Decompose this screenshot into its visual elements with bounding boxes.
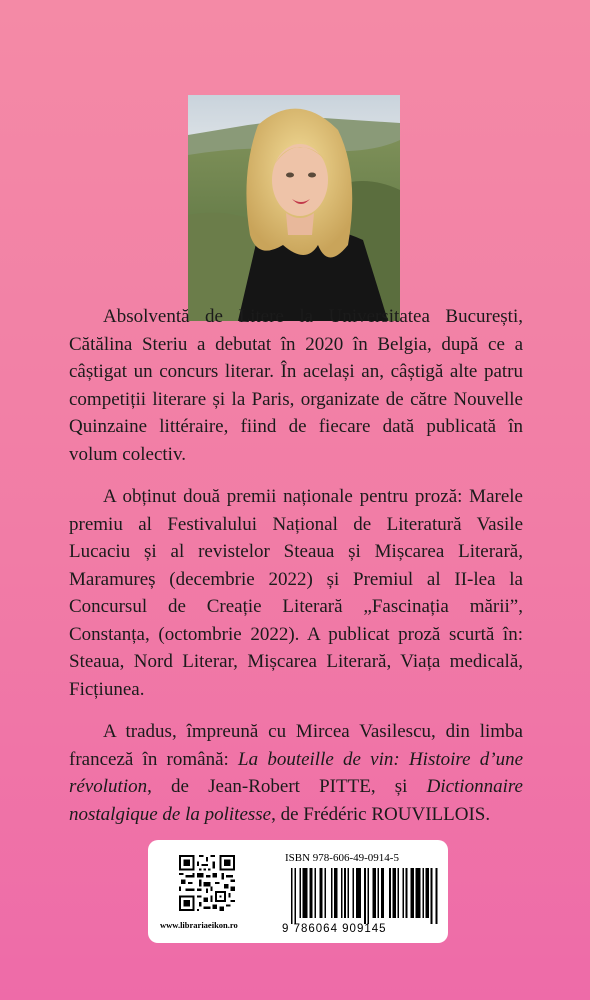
barcode-bar [389, 868, 391, 918]
barcode-bar [397, 868, 399, 918]
bio-paragraph-1: Absolventă de Litere la Universitatea București, Cătălina Steriu a debutat în 2020 în Belgia, după ce a câștigat un concurs literar. În același an, câștigă alte patru competiții literare și la Paris, organizate de către Nouvelle Quinzaine littéraire, fiind de fiecare dată publicată în volum colectiv. [69, 306, 523, 465]
barcode-bar [436, 868, 438, 924]
author-portrait-icon [188, 95, 400, 321]
isbn-label: ISBN 978-606-49-0914-5 [285, 852, 399, 864]
bio-p3-title-2: Dictionnaire nostalgique de la politesse [69, 776, 523, 825]
barcode-bar [314, 868, 316, 918]
qr-code-icon [179, 855, 235, 911]
barcode-card [148, 840, 448, 943]
barcode-bar [334, 868, 337, 918]
barcode-bar [381, 868, 384, 918]
author-photo [188, 95, 400, 321]
barcode-bar [422, 868, 424, 918]
bio-p3-text-a: A tradus, împreună cu Mircea Vasilescu, din limba franceză în română: [69, 721, 523, 770]
barcode-bar [372, 868, 375, 918]
author-bio [69, 303, 523, 828]
barcode-bar [377, 868, 379, 918]
barcode-bar [324, 868, 326, 918]
bio-p3-text-c: , de Jean-Robert PITTE, și [147, 776, 427, 797]
bio-p3-text-e: , de Frédéric ROUVILLOIS. [271, 803, 491, 825]
barcode-bar [411, 868, 414, 918]
bio-paragraph-3 [69, 718, 523, 828]
barcode-bar [426, 868, 429, 918]
barcode-bar [431, 868, 433, 924]
barcode-bar [341, 868, 343, 918]
barcode-bar [367, 868, 369, 924]
bio-p3-title-1: La bouteille de vin: Histoire d’une révolution [69, 748, 523, 797]
barcode-bar [291, 868, 293, 924]
barcode-bar [303, 868, 308, 918]
barcode-bar [364, 868, 366, 924]
barcode-icon [291, 868, 439, 924]
barcode-bar [319, 868, 322, 918]
barcode-bar [356, 868, 361, 918]
barcode-bar [309, 868, 312, 918]
barcode-bar [348, 868, 350, 918]
bio-paragraph-2: A obținut două premii naționale pentru proză: Marele premiu al Festivalului Național de Literatură Vasile Lucaciu și al revistelor Steaua și Mișcarea Literară, Maramureș (decembrie 2022) și Premiul al II-lea la Concursul de Creație Literară „Fascinația mării”, Constanța, (octombrie 2022). A publicat proză scurtă în: Steaua, Nord Literar, Mișcarea Literară, Viața medicală, Ficțiunea. [69, 486, 523, 700]
barcode-bar [406, 868, 408, 918]
barcode-bar [331, 868, 333, 918]
barcode-bar [392, 868, 395, 918]
barcode-bar [294, 868, 296, 924]
barcode-bar [416, 868, 421, 918]
ean-digits: 9 786064 909145 [282, 923, 387, 935]
barcode-bar [402, 868, 404, 918]
barcode-bar [299, 868, 301, 918]
barcode-bar [353, 868, 355, 918]
barcode-bar [344, 868, 346, 918]
publisher-website: www.librariaeikon.ro [160, 920, 238, 930]
